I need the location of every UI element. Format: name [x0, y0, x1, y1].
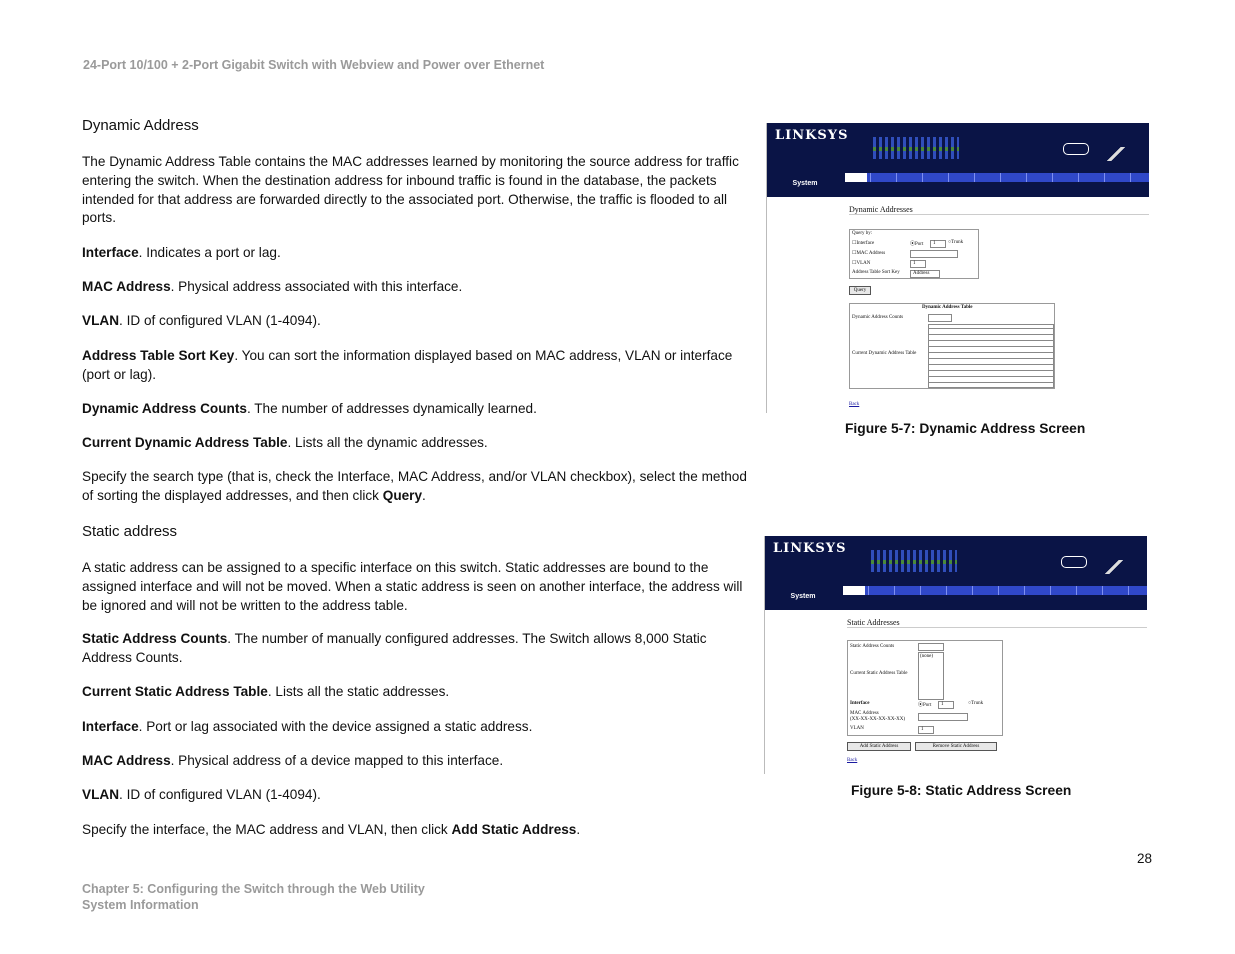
linksys-logo: LINKSYS	[773, 541, 847, 556]
vlan-checkbox[interactable]: ☐VLAN	[852, 261, 871, 266]
port-radio[interactable]: ⦿Port	[918, 703, 932, 708]
dyn-counts-field	[928, 314, 952, 322]
def-static-vlan: VLAN. ID of configured VLAN (1-4094).	[82, 787, 321, 802]
def-dyn-counts: Dynamic Address Counts. The number of addresses dynamically learned.	[82, 401, 537, 416]
def-static-interface: Interface. Port or lag associated with the device assigned a static address.	[82, 719, 533, 734]
web-ui-header	[765, 536, 1147, 584]
mac-input[interactable]	[918, 713, 968, 721]
web-ui-header	[767, 123, 1149, 171]
tab-bar[interactable]	[845, 173, 1149, 182]
panel-title: Static Addresses	[847, 618, 1147, 628]
port-led-icon	[871, 560, 957, 564]
remove-static-address-button[interactable]: Remove Static Address	[915, 742, 997, 751]
cisco-logo-icon	[1063, 143, 1089, 155]
static-intro: A static address can be assigned to a specific interface on this switch. Static addresses are bound to the assigned interface and will not be moved. When a static address is seen on another interface, the address will be ignored and will not be written to the address table.	[82, 560, 743, 613]
def-static-counts: Static Address Counts. The number of manually configured addresses. The Switch allows 8,000 Static Address Counts.	[82, 631, 707, 665]
port-select[interactable]: 1	[930, 240, 946, 248]
cisco-bridge-icon	[1099, 560, 1129, 574]
static-address-screenshot	[764, 536, 1147, 774]
web-ui-nav	[767, 171, 1149, 197]
query-button[interactable]: Query	[849, 286, 871, 295]
def-static-mac: MAC Address. Physical address of a device mapped to this interface.	[82, 753, 504, 768]
linksys-logo: LINKSYS	[775, 128, 849, 143]
tab-bar[interactable]	[843, 586, 1147, 595]
figure-5-7-caption: Figure 5-7: Dynamic Address Screen	[845, 421, 1086, 436]
cisco-bridge-icon	[1101, 147, 1131, 161]
dynamic-intro: The Dynamic Address Table contains the MAC addresses learned by monitoring the source address for traffic entering the switch. When the destination address for inbound traffic is found in the database, the packets intended for that address are forwarded directly to the associated port. Otherwise, the traffic is flooded to all ports.	[82, 154, 739, 226]
port-radio[interactable]: ⦿Port	[910, 242, 924, 247]
dynamic-address-screenshot	[766, 123, 1149, 413]
running-header: 24-Port 10/100 + 2-Port Gigabit Switch with Webview and Power over Ethernet	[83, 58, 545, 72]
dynamic-address-table: Dynamic Address Table Dynamic Address Counts Current Dynamic Address Table	[849, 303, 1055, 389]
back-link[interactable]: Back	[847, 758, 858, 763]
def-dyn-table: Current Dynamic Address Table. Lists all the dynamic addresses.	[82, 435, 488, 450]
panel-title: Dynamic Addresses	[849, 205, 1149, 215]
port-led-icon	[873, 147, 959, 151]
trunk-radio[interactable]: ○Trunk	[948, 240, 964, 245]
web-ui-nav	[765, 584, 1147, 610]
sort-key-select[interactable]: Address	[910, 270, 940, 278]
static-outro: Specify the interface, the MAC address and VLAN, then click Add Static Address.	[82, 822, 581, 837]
mac-checkbox[interactable]: ☐MAC Address	[852, 251, 886, 256]
system-menu[interactable]: System	[790, 593, 816, 600]
footer: Chapter 5: Configuring the Switch through the Web Utility System Information	[82, 882, 425, 912]
figure-5-8-caption: Figure 5-8: Static Address Screen	[851, 783, 1072, 798]
interface-checkbox[interactable]: ☐Interface	[852, 241, 875, 246]
vlan-select[interactable]: 1	[918, 726, 934, 734]
add-static-address-button[interactable]: Add Static Address	[847, 742, 911, 751]
def-vlan: VLAN. ID of configured VLAN (1-4094).	[82, 313, 321, 328]
mac-input[interactable]	[910, 250, 958, 258]
query-form: Query by: ☐Interface ⦿Port 1 ○Trunk ☐MAC Address ☐VLAN 1 Address Table Sort Key Address	[849, 229, 979, 279]
static-address-form: Static Address Counts Current Static Address Table (none) Interface ⦿Port 1 ○Trunk MAC Address (XX-XX-XX-XX-XX-XX) VLAN 1	[847, 640, 1003, 736]
page-number: 28	[1137, 851, 1153, 866]
back-link[interactable]: Back	[849, 402, 860, 407]
cisco-logo-icon	[1061, 556, 1087, 568]
system-menu[interactable]: System	[792, 180, 818, 187]
static-counts-field	[918, 643, 944, 651]
trunk-radio[interactable]: ○Trunk	[968, 701, 984, 706]
def-static-table: Current Static Address Table. Lists all the static addresses.	[82, 684, 450, 699]
def-mac: MAC Address. Physical address associated with this interface.	[82, 279, 463, 294]
static-address-list[interactable]: (none)	[918, 652, 944, 700]
port-select[interactable]: 1	[938, 701, 954, 709]
dyn-address-list[interactable]	[928, 324, 1054, 388]
vlan-select[interactable]: 1	[910, 260, 926, 268]
static-heading: Static address	[82, 523, 178, 540]
dynamic-heading: Dynamic Address	[82, 117, 199, 134]
dynamic-outro: Specify the search type (that is, check the Interface, MAC Address, and/or VLAN checkbox), select the method of sorting the displayed addresses, and then click Query.	[82, 469, 747, 503]
def-interface: Interface. Indicates a port or lag.	[82, 245, 281, 260]
def-sort-key: Address Table Sort Key. You can sort the information displayed based on MAC address, VLAN or interface (port or lag).	[82, 348, 733, 382]
